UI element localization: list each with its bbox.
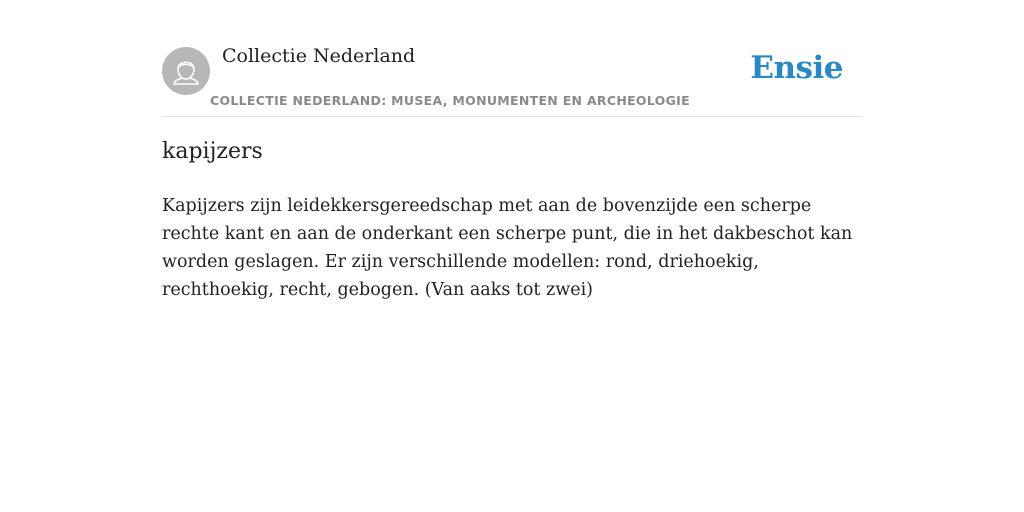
avatar[interactable] bbox=[162, 47, 210, 95]
entry-definition: Kapijzers zijn leidekkersgereedschap met aan de bovenzijde een scherpe rechte kant en aan de onderkant een scherpe punt, die in het dakbeschot kan worden geslagen. Er zijn verschillende modellen: rond, driehoekig, rechthoekig, recht, gebogen. (Van aaks tot zwei) bbox=[162, 196, 853, 300]
entry-header bbox=[162, 0, 862, 117]
author-name[interactable]: Collectie Nederland bbox=[222, 45, 416, 67]
entry-term: kapijzers bbox=[162, 139, 263, 164]
user-icon bbox=[162, 47, 210, 95]
ensie-logo[interactable]: Ensie bbox=[750, 50, 843, 86]
source-label[interactable]: COLLECTIE NEDERLAND: MUSEA, MONUMENTEN EN ARCHEOLOGIE bbox=[210, 93, 690, 108]
